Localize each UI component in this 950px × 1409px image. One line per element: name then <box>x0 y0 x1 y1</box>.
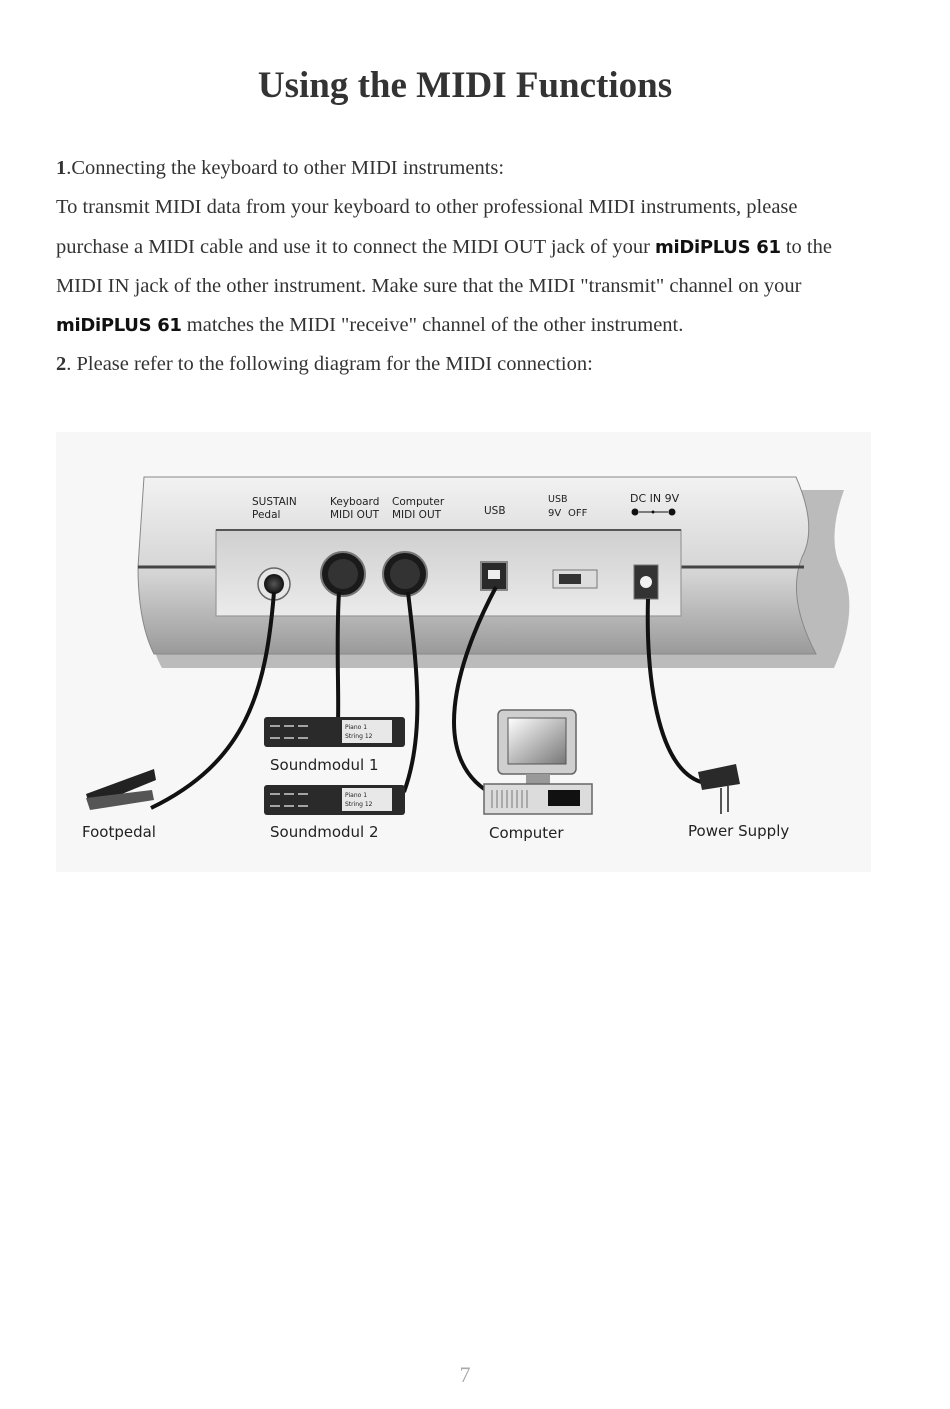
label-soundmodule-2: Soundmodul 2 <box>270 823 379 841</box>
paragraph-1-line-5: miDiPLUS 61 matches the MIDI "receive" channel of the other instrument. <box>56 314 684 337</box>
sustain-jack <box>264 574 284 594</box>
step-1-heading: .Connecting the keyboard to other MIDI instruments: <box>66 157 505 179</box>
paragraph-1-line-2: To transmit MIDI data from your keyboard to other professional MIDI instruments, please <box>56 196 798 219</box>
label-soundmodule-1: Soundmodul 1 <box>270 756 379 774</box>
soundmodule-2-display-line-2: String 12 <box>345 801 373 808</box>
label-sustain: SUSTAIN <box>252 496 297 508</box>
paragraph-1-heading <box>56 149 876 188</box>
body-text <box>56 149 876 385</box>
midiplus-logo: miDiPLUS 61 <box>56 315 182 337</box>
dc-jack-hole <box>640 576 652 588</box>
step-2-text: . Please refer to the following diagram for the MIDI connection: <box>66 353 593 376</box>
paragraph-1-line-4: MIDI IN jack of the other instrument. Make sure that the MIDI "transmit" channel on your <box>56 274 802 297</box>
paragraph-1-line-3: purchase a MIDI cable and use it to connect the MIDI OUT jack of your miDiPLUS 61 to the <box>56 235 832 258</box>
label-usb: USB <box>484 505 506 517</box>
cable-keyboard-midi <box>338 592 339 722</box>
label-keyboard-midi-out: MIDI OUT <box>330 509 380 521</box>
label-computer-midi-out: MIDI OUT <box>392 509 442 521</box>
label-pedal: Pedal <box>252 509 281 521</box>
soundmodule-1-display-line-1: Piano 1 <box>345 724 368 731</box>
power-switch-knob <box>559 574 581 584</box>
label-switch-off: OFF <box>568 508 588 519</box>
computer-stand <box>526 774 550 784</box>
label-power-supply: Power Supply <box>688 822 790 840</box>
label-switch-usb: USB <box>548 494 568 505</box>
midiplus-logo: miDiPLUS 61 <box>655 236 781 258</box>
usb-port-inner <box>488 570 500 579</box>
label-footpedal: Footpedal <box>82 823 156 841</box>
dc-polarity-dot-right <box>669 509 676 516</box>
soundmodule-1-display-line-2: String 12 <box>345 733 373 740</box>
label-keyboard: Keyboard <box>330 496 380 508</box>
midi-connection-diagram <box>56 432 871 872</box>
page-title: Using the MIDI Functions <box>257 65 673 106</box>
computer-midi-pins <box>390 559 420 589</box>
paragraph-2 <box>56 345 876 384</box>
label-switch-9v: 9V <box>548 508 562 519</box>
page-number: 7 <box>459 1362 471 1387</box>
dc-polarity-dot-left <box>632 509 639 516</box>
computer-screen <box>508 718 566 764</box>
keyboard-midi-pins <box>328 559 358 589</box>
step-number-2: 2 <box>56 353 67 376</box>
label-computer: Computer <box>489 824 564 842</box>
step-number-1: 1 <box>56 157 67 179</box>
label-computer: Computer <box>392 496 445 508</box>
computer-drive <box>548 790 580 806</box>
label-dc-in: DC IN 9V <box>630 492 680 505</box>
soundmodule-2-display-line-1: Piano 1 <box>345 792 368 799</box>
